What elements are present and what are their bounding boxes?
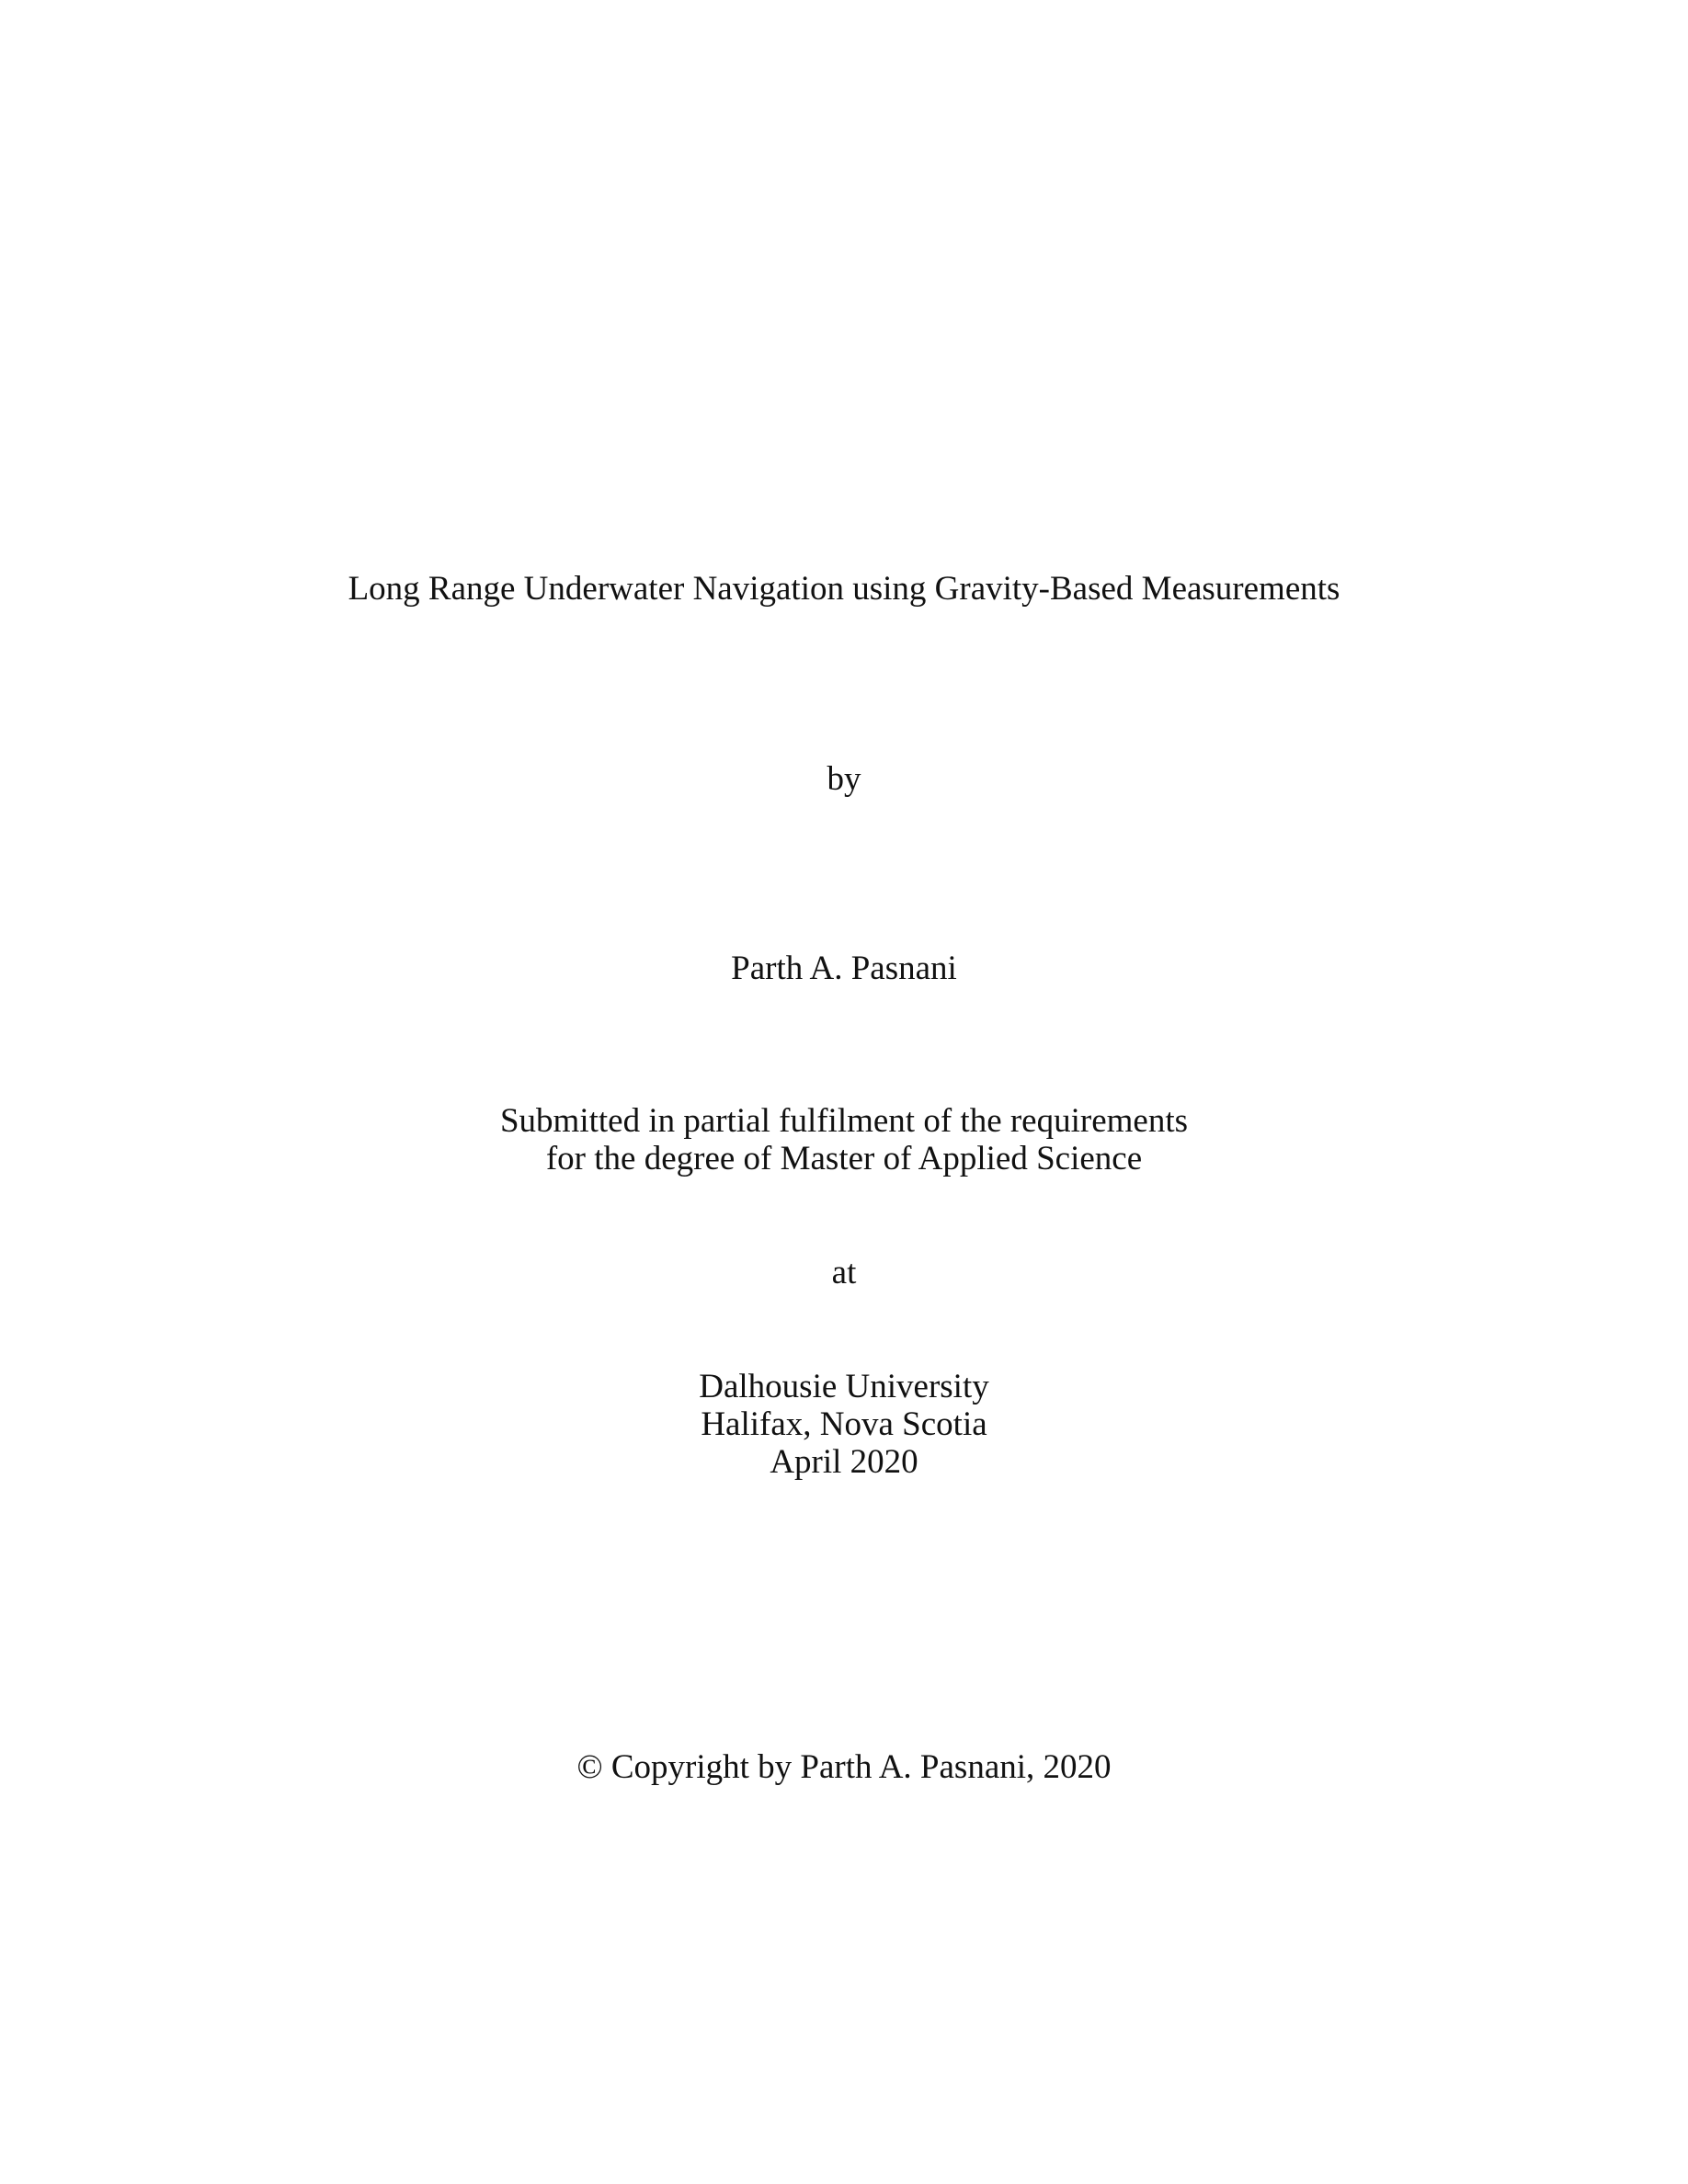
submission-statement-line-1: Submitted in partial fulfilment of the requirements: [499, 1102, 1189, 1140]
submission-statement-line-2: for the degree of Master of Applied Science: [545, 1140, 1143, 1177]
author-name: Parth A. Pasnani: [731, 950, 957, 987]
submission-date: April 2020: [770, 1443, 918, 1481]
institution-location: Halifax, Nova Scotia: [701, 1405, 987, 1443]
copyright-notice: © Copyright by Parth A. Pasnani, 2020: [576, 1748, 1112, 1786]
by-label: by: [827, 760, 861, 798]
institution-name: Dalhousie University: [699, 1368, 989, 1405]
at-label: at: [831, 1254, 857, 1291]
thesis-title: Long Range Underwater Navigation using Gravity-Based Measurements: [348, 570, 1340, 608]
